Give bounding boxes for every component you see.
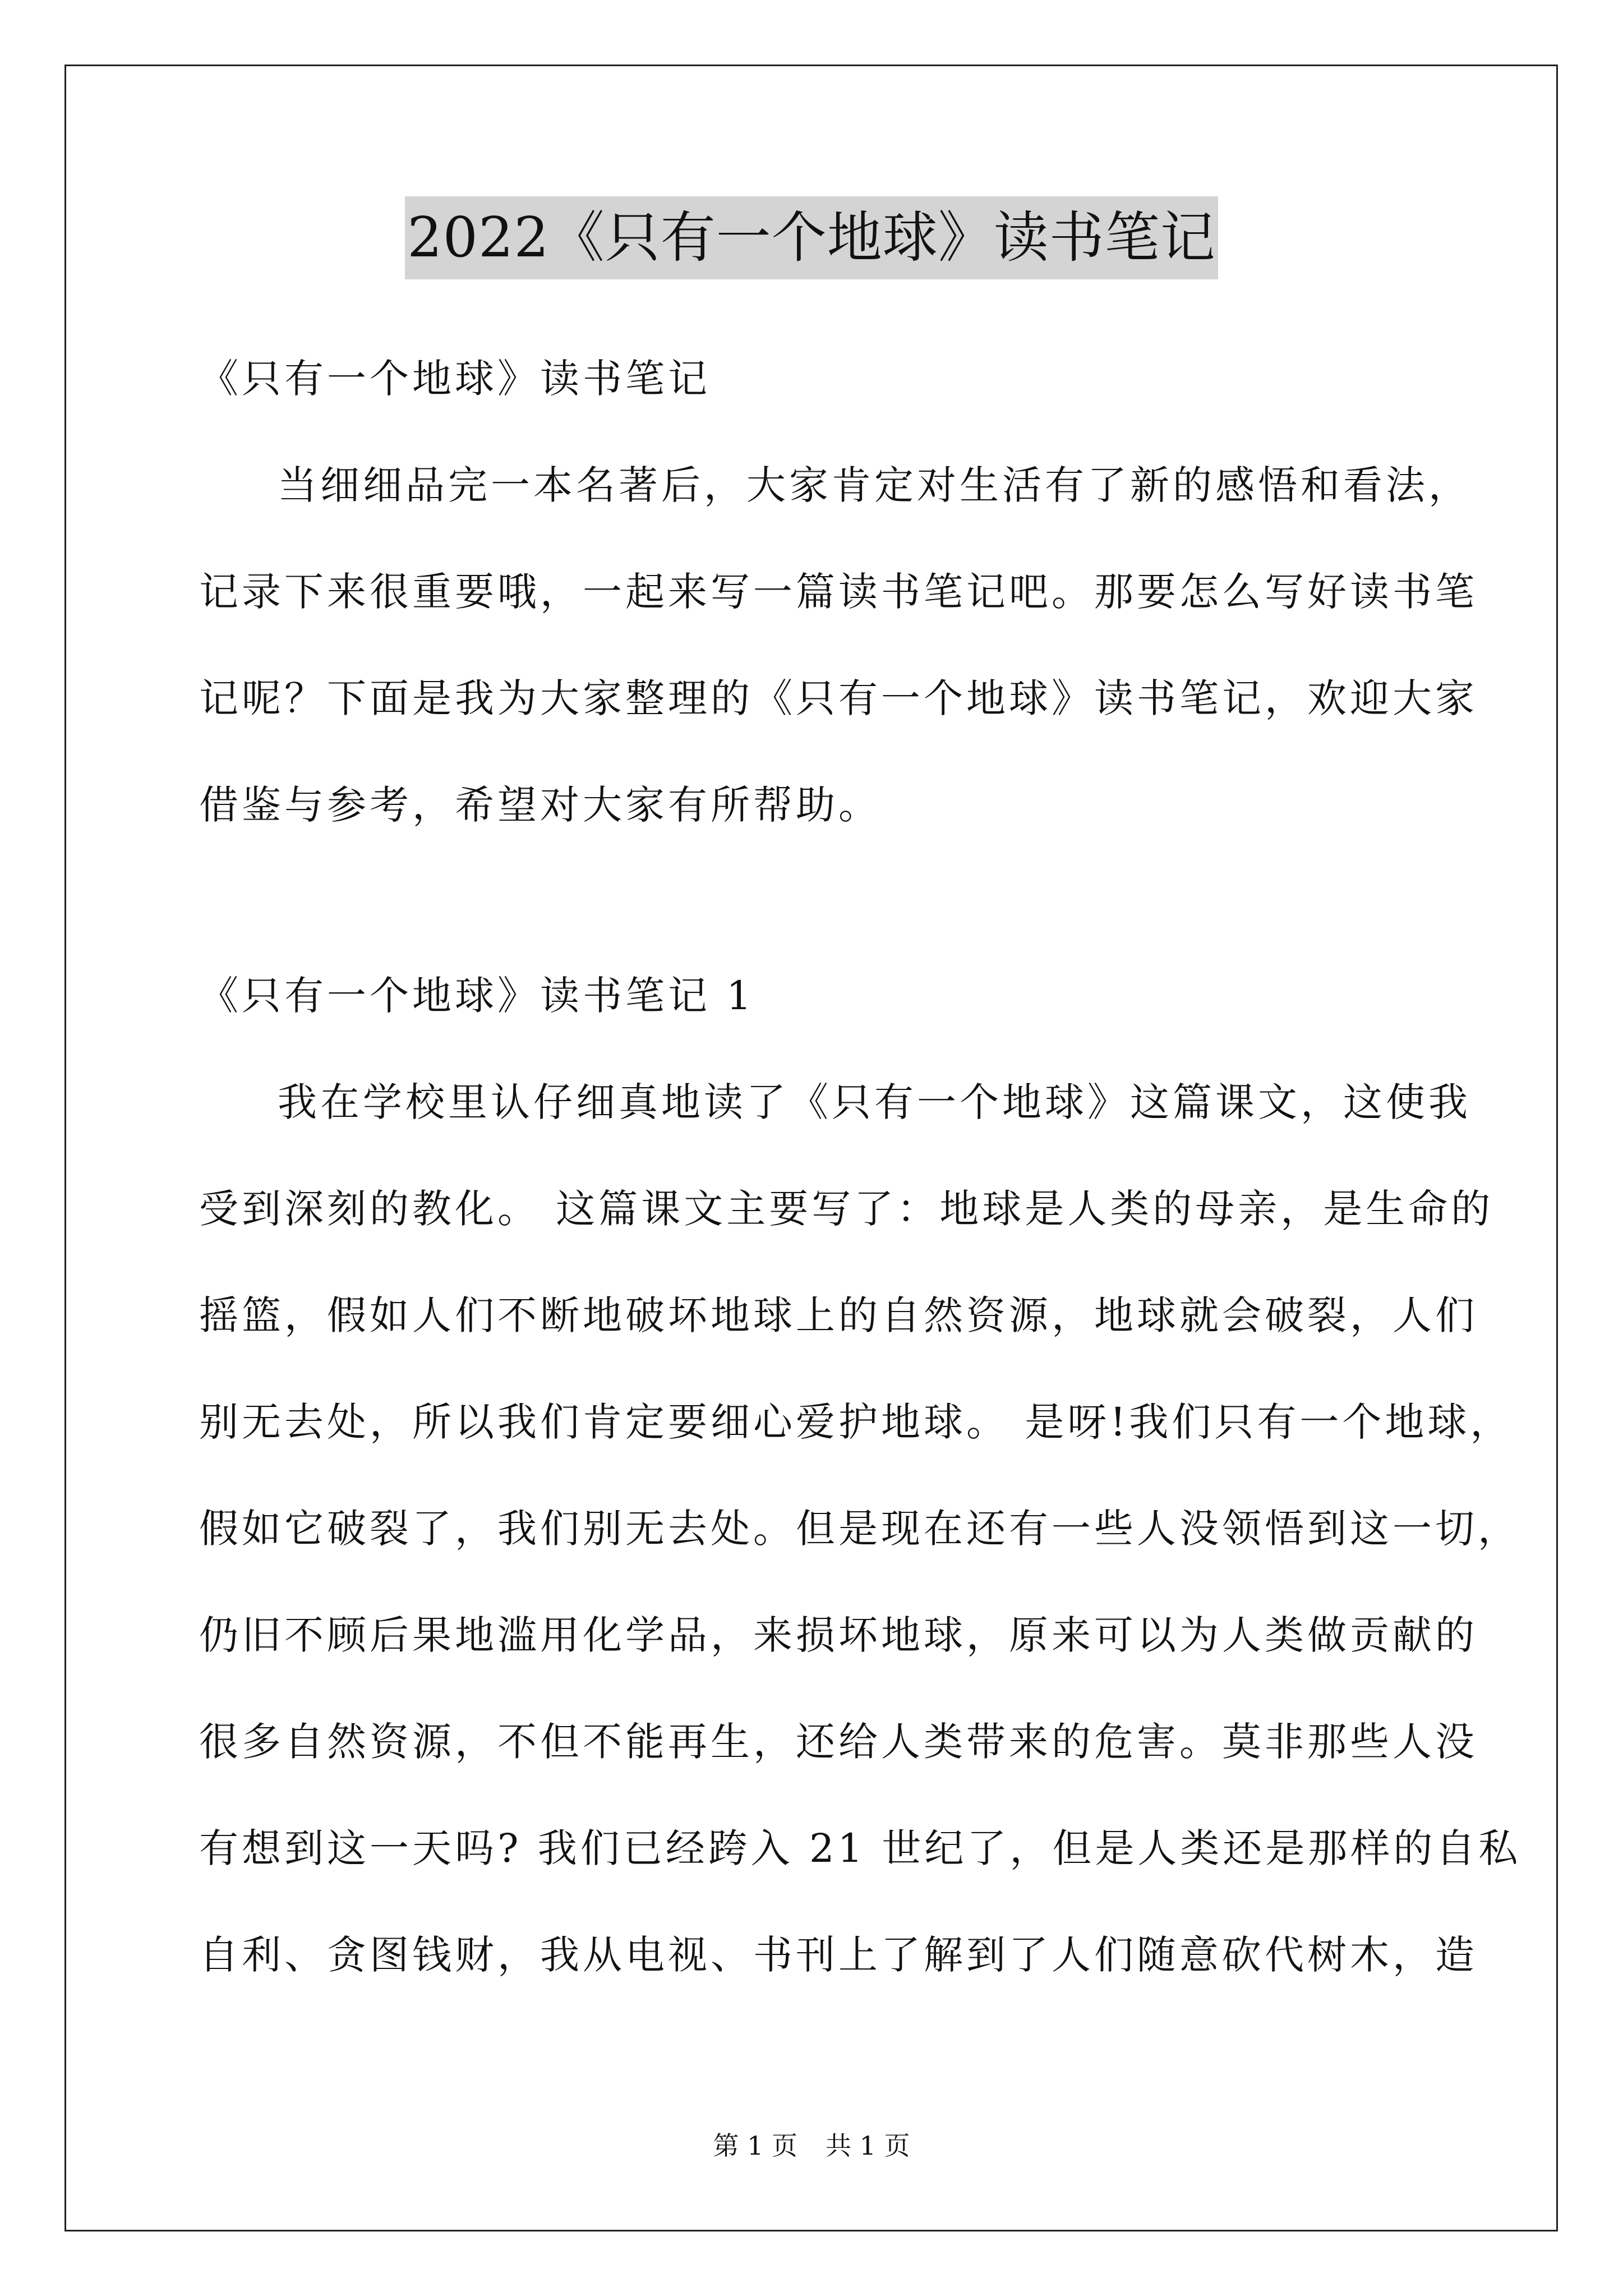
document-title: 2022《只有一个地球》读书笔记 (405, 196, 1218, 279)
body-line: 很多自然资源，不但不能再生，还给人类带来的危害。莫非那些人没 (199, 1719, 1478, 1765)
body-line: 仍旧不顾后果地滥用化学品，来损坏地球，原来可以为人类做贡献的 (199, 1612, 1478, 1658)
body-line: 有想到这一天吗? 我们已经跨入 21 世纪了，但是人类还是那样的自私 (199, 1825, 1521, 1871)
page-number: 第 1 页 (713, 2131, 797, 2161)
body-line: 别无去处，所以我们肯定要细心爱护地球。 是呀!我们只有一个地球， (199, 1399, 1513, 1445)
intro-line: 记录下来很重要哦，一起来写一篇读书笔记吧。那要怎么写好读书笔 (199, 569, 1478, 615)
title-container (0, 196, 1623, 279)
intro-line: 记呢？下面是我为大家整理的《只有一个地球》读书笔记，欢迎大家 (199, 675, 1478, 721)
body-line: 受到深刻的教化。 这篇课文主要写了：地球是人类的母亲，是生命的 (199, 1186, 1494, 1232)
intro-line: 当细细品完一本名著后，大家肯定对生活有了新的感悟和看法， (278, 462, 1471, 508)
body-line: 假如它破裂了，我们别无去处。但是现在还有一些人没领悟到这一切， (199, 1506, 1520, 1552)
paragraph-spacer (199, 858, 1433, 942)
subtitle: 《只有一个地球》读书笔记 (199, 356, 711, 402)
body-line: 摇篮，假如人们不断地破坏地球上的自然资源，地球就会破裂，人们 (199, 1292, 1478, 1338)
document-body (199, 325, 1521, 2008)
body-line: 我在学校里认仔细真地读了《只有一个地球》这篇课文，这使我 (278, 1079, 1471, 1125)
page-total: 共 1 页 (826, 2131, 910, 2161)
body-line: 自利、贪图钱财，我从电视、书刊上了解到了人们随意砍代树木，造 (199, 1932, 1478, 1978)
page-footer (0, 2129, 1623, 2162)
intro-line: 借鉴与参考，希望对大家有所帮助。 (199, 782, 881, 828)
section-heading: 《只有一个地球》读书笔记 1 (199, 973, 755, 1019)
